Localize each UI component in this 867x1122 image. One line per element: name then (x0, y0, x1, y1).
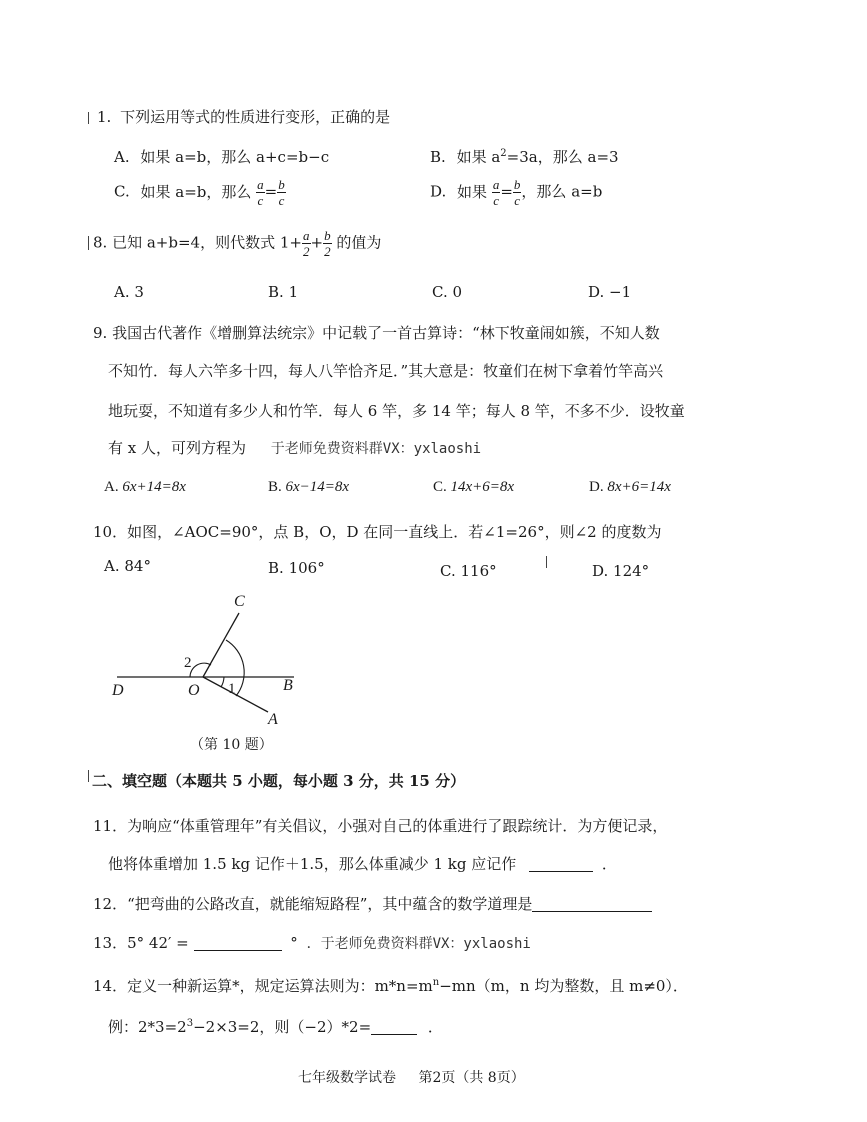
option-label: C. (432, 283, 448, 301)
fraction: $\frac{b}{c}$ (513, 177, 521, 208)
option-label: D. (430, 182, 447, 201)
option-label: A. (104, 479, 119, 495)
answer-blank[interactable] (194, 936, 282, 951)
page-number: 第2页（共 8页） (418, 1070, 525, 1086)
option-text: 如果 (457, 182, 488, 201)
fraction: $\frac{a}{c}$ (257, 177, 264, 208)
superscript: 3 (186, 1018, 194, 1029)
question-text: −mn（m，n 均为整数，且 m≠0）． (439, 977, 688, 995)
ray-oc (203, 613, 239, 677)
fraction: $\frac{a}{c}$ (492, 177, 500, 208)
option-value: 116° (460, 562, 497, 580)
answer-blank[interactable] (529, 857, 593, 872)
degree-unit: ° (290, 934, 298, 952)
arc-angle-2 (190, 663, 211, 677)
label-a: A (268, 711, 278, 728)
answer-blank[interactable] (532, 897, 652, 912)
period: ． (601, 855, 617, 873)
question-11-line: 11．为响应“体重管理年”有关倡议，小强对自己的体重进行了跟踪统计．为方便记录， (93, 817, 668, 835)
option-value: 6x+14=8x (122, 479, 186, 495)
label-o: O (188, 682, 200, 699)
option-label: A. (114, 283, 130, 301)
option-value: −1 (609, 283, 632, 301)
question-stem: 下列运用等式的性质进行变形，正确的是 (120, 108, 391, 126)
question-14-line (93, 975, 688, 996)
option-text: ，那么 a=b (521, 182, 603, 201)
label-c: C (234, 593, 245, 610)
option-text: 如果 a=b，那么 (140, 182, 252, 201)
question-10: 10．如图，∠AOC=90°，点 B，O，D 在同一直线上．若∠1=26°，则∠2 的度数为 (93, 523, 662, 541)
watermark: ．于老师免费资料群VX：yxlaoshi (306, 936, 531, 952)
watermark: 于老师免费资料群VX：yxlaoshi (270, 441, 482, 457)
question-text: 例：2*3=2 (108, 1018, 187, 1036)
option-value: 8x+6=14x (607, 479, 671, 495)
question-11-line (108, 853, 617, 874)
option-label: B. (430, 148, 446, 166)
option-value: 84° (124, 557, 151, 575)
equals-sign: = (500, 182, 513, 201)
page-footer (298, 1067, 525, 1087)
option-value: 14x+6=8x (450, 479, 515, 495)
option-label: B. (268, 559, 284, 577)
expression: 1+ (279, 233, 302, 252)
question-9-line: 9. 我国古代著作《增删算法统宗》中记载了一首古算诗：“林下牧童闹如簇，不知人数 (93, 324, 660, 342)
question-14-line (108, 1016, 443, 1037)
option-value: 106° (288, 559, 325, 577)
figure-caption: （第 10 题） (190, 737, 273, 753)
label-b: B (283, 677, 293, 694)
option-text: 如果 a (456, 148, 501, 166)
question-text: −2×3=2，则（−2）*2= (193, 1018, 372, 1036)
question-text: 14．定义一种新运算*，规定运算法则为：m*n=m (93, 977, 433, 995)
option-label: D. (588, 283, 605, 301)
option-value: 124° (613, 562, 650, 580)
label-angle-1: 1 (228, 681, 236, 697)
question-9-line: 地玩耍，不知道有多少人和竹竿．每人 6 竿，多 14 竿；每人 8 竿，不多不少．设牧童 (108, 402, 685, 420)
plus-sign: + (310, 233, 324, 252)
question-text: 有 x 人，可列方程为 (108, 439, 246, 457)
fraction: $\frac{b}{2}$ (324, 228, 331, 259)
superscript: 2 (500, 148, 507, 159)
fraction: $\frac{b}{c}$ (278, 177, 285, 208)
equals-sign: = (264, 182, 278, 201)
question-text: 他将体重增加 1.5 kg 记作＋1.5，那么体重减少 1 kg 应记作 (108, 855, 517, 873)
question-text: 12．“把弯曲的公路改直，就能缩短路程”，其中蕴含的数学道理是 (93, 895, 533, 913)
question-13 (93, 932, 531, 953)
option-label: B. (268, 283, 284, 301)
option-label: C. (433, 479, 447, 495)
option-value: 0 (452, 283, 463, 301)
section-title: 二、填空题（本题共 5 小题，每小题 3 分，共 15 分） (92, 772, 466, 790)
arc-angle-1 (221, 677, 224, 687)
option-label: A. (114, 148, 130, 166)
label-angle-2: 2 (184, 655, 192, 671)
ray-oa (203, 677, 268, 712)
question-stem: 已知 a+b=4，则代数式 (112, 233, 276, 252)
option-text: =3a，那么 a=3 (506, 148, 619, 166)
period: ． (427, 1018, 443, 1036)
option-value: 1 (288, 283, 299, 301)
question-number: 8. (93, 233, 108, 252)
question-12 (93, 893, 652, 914)
question-text: 13．5° 42′ = (93, 934, 189, 952)
option-label: D. (592, 562, 609, 580)
fraction: $\frac{a}{2}$ (303, 228, 310, 259)
option-label: C. (114, 182, 130, 201)
superscript: n (432, 977, 440, 988)
question-9-line: 不知竹．每人六竿多十四，每人八竿恰齐足．”其大意是：牧童们在树下拿着竹竿高兴 (108, 362, 664, 380)
option-value: 6x−14=8x (285, 479, 350, 495)
option-value: 3 (134, 283, 144, 301)
question-stem: 的值为 (336, 233, 382, 252)
option-label: B. (268, 479, 282, 495)
option-label: A. (104, 557, 120, 575)
label-d: D (112, 682, 124, 699)
option-label: C. (440, 562, 456, 580)
question-number: 1. (97, 108, 112, 126)
option-text: 如果 a=b，那么 a+c=b−c (140, 148, 330, 166)
footer-title: 七年级数学试卷 (298, 1070, 396, 1086)
option-label: D. (589, 479, 604, 495)
answer-blank[interactable] (371, 1020, 417, 1035)
